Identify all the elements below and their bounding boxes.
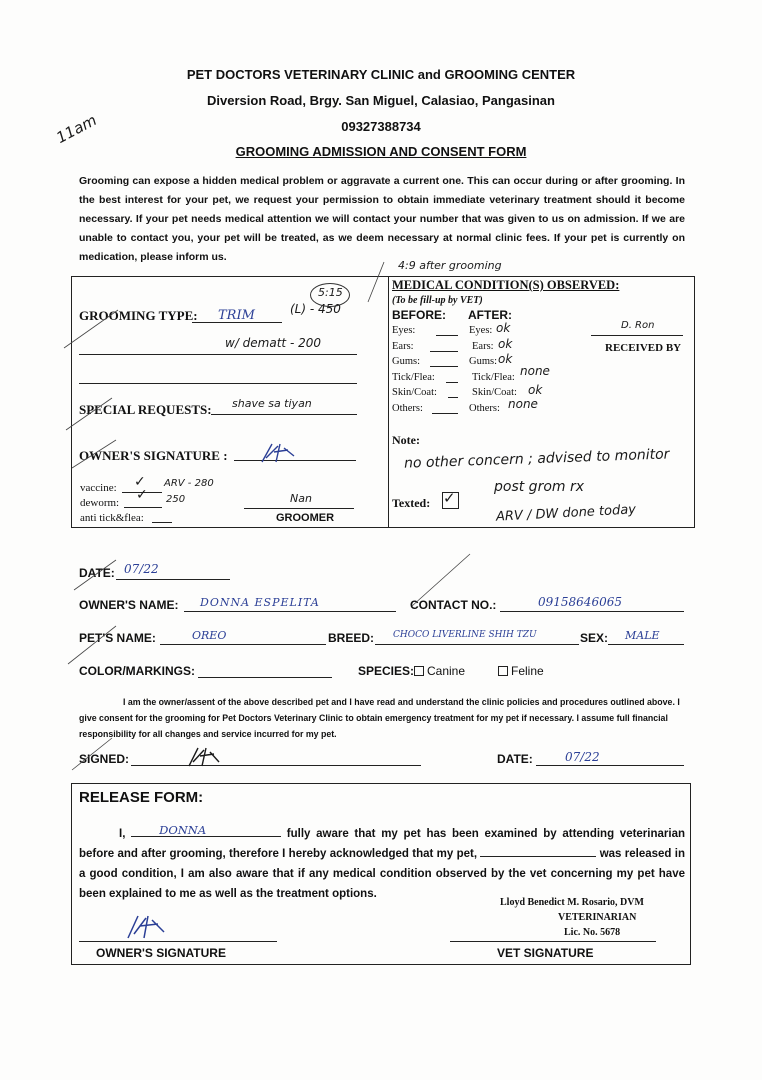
condition-row: Skin/Coat: Skin/Coat: ok (392, 383, 543, 398)
pet-name-value: OREO (192, 629, 227, 642)
condition-row: Others: Others: none (392, 396, 538, 414)
vet-title: VETERINARIAN (558, 912, 637, 923)
color-label: COLOR/MARKINGS: (79, 664, 195, 678)
signed-date-value: 07/22 (565, 750, 600, 764)
medical-title: MEDICAL CONDITION(S) OBSERVED: (392, 278, 620, 292)
contact-label: CONTACT NO.: (410, 598, 497, 612)
breed-label: BREED: (328, 631, 375, 645)
condition-row: Gums: Gums: ok (392, 352, 513, 367)
contact-value: 09158646065 (538, 595, 622, 609)
box-divider (388, 276, 389, 527)
date-label: DATE: (79, 566, 115, 580)
intro-paragraph: Grooming can expose a hidden medical problem or aggravate a current one. This can occur during or after grooming. In the best interest for your pet, we request your permission to obtain immediate veterinary treatment should it become necessary. If your pet needs medical attention we will contact your number that was given to us on admission. If we are unable to contact you, your pet will be treated, as we deem necessary at normal clinic fees. If your pet is currently on medication, please inform us. (79, 175, 685, 263)
canine-checkbox[interactable] (414, 666, 424, 676)
groomer-name: Nan (290, 492, 312, 505)
owner-signature-scribble (258, 440, 298, 466)
deworm-label: deworm: (80, 497, 120, 509)
grooming-type-label: GROOMING TYPE: (79, 308, 198, 323)
form-title: GROOMING ADMISSION AND CONSENT FORM (235, 144, 527, 159)
pet-name-label: PET'S NAME: (79, 631, 156, 645)
condition-row: Tick/Flea: Tick/Flea: none (392, 363, 550, 383)
clinic-name: PET DOCTORS VETERINARY CLINIC and GROOMING CENTER (186, 67, 576, 82)
vet-license: Lic. No. 5678 (564, 927, 621, 938)
received-by-name: D. Ron (621, 320, 655, 331)
signed-label: SIGNED: (79, 752, 130, 766)
circled-time: 5:15 (318, 286, 343, 299)
grooming-type-value: TRIM (218, 308, 255, 323)
vet-name: Lloyd Benedict M. Rosario, DVM (500, 897, 644, 908)
owner-name-value: DONNA ESPELITA (200, 596, 320, 609)
clinic-phone: 09327388734 (341, 119, 421, 134)
consent-paragraph: I am the owner/assent of the above described pet and I have read and understand the clinic policies and procedures outlined above. I give consent for the grooming for Pet Doctors Veterinary Clinic to obtain emergency treatment for my pet if necessary. I assume full financial responsibility for all changes and service incurred for my pet. (79, 697, 680, 739)
feline-label: Feline (511, 664, 544, 678)
release-text-part1: fully aware that my pet has been examined by attending veterinarian before and after grooming, therefore I hereby acknowledged that my pet, (79, 828, 685, 860)
received-by-label: RECEIVED BY (605, 342, 682, 354)
owner-name-label: OWNER'S NAME: (79, 598, 179, 612)
note-label: Note: (392, 433, 420, 447)
canine-label: Canine (427, 664, 466, 678)
signed-date-label: DATE: (497, 752, 533, 766)
antitick-label: anti tick&flea: (80, 512, 144, 524)
medical-subtitle: (To be fill-up by VET) (392, 295, 483, 306)
after-label: AFTER: (468, 308, 512, 322)
vet-signature-label: VET SIGNATURE (497, 946, 594, 960)
before-label: BEFORE: (392, 308, 446, 322)
vaccine-label: vaccine: (80, 482, 117, 494)
signed-signature-scribble (186, 744, 222, 770)
release-text-part2: was released in a good condition, I am also aware that if any medical condition observed by the vet concerning my pet have been explained to me as well as the treatment options. (79, 848, 685, 900)
sex-label: SEX: (580, 631, 609, 645)
note-line-3: ARV / DW done today (495, 502, 637, 525)
release-title: RELEASE FORM: (79, 789, 204, 806)
clinic-address: Diversion Road, Brgy. San Miguel, Calasiao, Pangasinan (207, 93, 555, 108)
margin-note: 11am (53, 110, 100, 148)
note-line-2: post grom rx (494, 479, 585, 495)
special-requests-value: shave sa tiyan (232, 397, 312, 410)
texted-check-mark: ✓ (443, 489, 456, 507)
grooming-type-size: (L) - 450 (290, 302, 341, 316)
texted-label: Texted: (392, 496, 431, 510)
release-paragraph (79, 824, 685, 904)
grooming-line2: w/ dematt - 200 (225, 336, 321, 350)
after-note: 4:9 after grooming (398, 259, 502, 272)
release-owner-signature-scribble (124, 912, 168, 942)
vaccine-check: ✓ (134, 474, 146, 490)
breed-value: CHOCO LIVERLINE SHIH TZU (393, 630, 537, 640)
date-value: 07/22 (124, 562, 159, 576)
release-name-value: DONNA (159, 823, 207, 837)
condition-row: Eyes: Eyes: ok (392, 321, 511, 336)
special-requests-label: SPECIAL REQUESTS: (79, 402, 212, 417)
deworm-check: ✓ (136, 487, 148, 503)
groomer-label: GROOMER (276, 512, 335, 524)
vaccine-value: ARV - 280 (164, 478, 214, 489)
release-i-label: I, (119, 828, 126, 840)
condition-row: Ears: Ears: ok (392, 336, 513, 352)
owner-signature-label: OWNER'S SIGNATURE : (79, 448, 228, 463)
species-label: SPECIES: (358, 664, 415, 678)
deworm-value: 250 (166, 494, 186, 505)
owner-signature-footer-label: OWNER'S SIGNATURE (96, 946, 226, 960)
note-line-1: no other concern ; advised to monitor (403, 446, 670, 472)
sex-value: MALE (625, 629, 660, 642)
condition-rows (392, 321, 552, 418)
feline-checkbox[interactable] (498, 666, 508, 676)
